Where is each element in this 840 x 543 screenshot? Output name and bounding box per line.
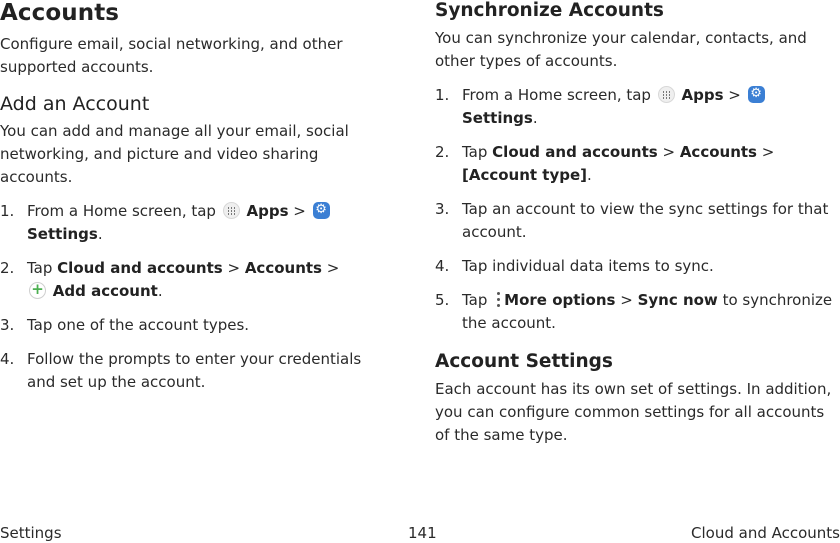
page-number: 141 <box>408 524 437 542</box>
settings-gear-icon <box>748 86 765 103</box>
settings-gear-icon <box>313 202 330 219</box>
sync-accounts-intro: You can synchronize your calendar, contacts, and other types of accounts. <box>435 29 807 70</box>
list-item: 3. Tap one of the account types. <box>0 316 250 334</box>
more-options-icon <box>495 291 501 308</box>
list-item: 1. From a Home screen, tap Apps > ⚙ Settings. <box>435 84 840 130</box>
left-column <box>0 0 392 394</box>
apps-icon <box>658 86 675 103</box>
accounts-intro: Configure email, social networking, and other supported accounts. <box>0 35 343 76</box>
list-item: 2. Tap Cloud and accounts > Accounts > + Add account. <box>0 257 392 303</box>
add-account-heading: Add an Account <box>0 93 150 115</box>
list-item: 4. Tap individual data items to sync. <box>435 257 714 275</box>
add-account-steps <box>0 200 392 394</box>
footer-section-label: Settings <box>0 524 62 542</box>
apps-icon <box>223 202 240 219</box>
list-item: 5. Tap More options > Sync now to synchronize the account. <box>435 291 833 332</box>
footer-chapter-label: Cloud and Accounts <box>691 524 840 542</box>
account-settings-heading: Account Settings <box>435 351 613 372</box>
sync-accounts-heading: Synchronize Accounts <box>435 0 664 21</box>
account-settings-text: Each account has its own set of settings. In addition, you can configure common settings for all accounts of the same type. <box>435 380 832 444</box>
list-item: 3. Tap an account to view the sync settings for that account. <box>435 200 829 241</box>
sync-steps <box>435 84 840 335</box>
page-title: Accounts <box>0 0 120 26</box>
right-column <box>435 0 840 447</box>
list-item: 2. Tap Cloud and accounts > Accounts > [Account type]. <box>435 143 775 184</box>
add-icon <box>29 282 46 299</box>
add-account-intro: You can add and manage all your email, social networking, and picture and video sharing accounts. <box>0 122 349 186</box>
list-item: 1. From a Home screen, tap Apps > ⚙ Settings. <box>0 200 392 246</box>
list-item: 4. Follow the prompts to enter your credentials and set up the account. <box>0 350 362 391</box>
